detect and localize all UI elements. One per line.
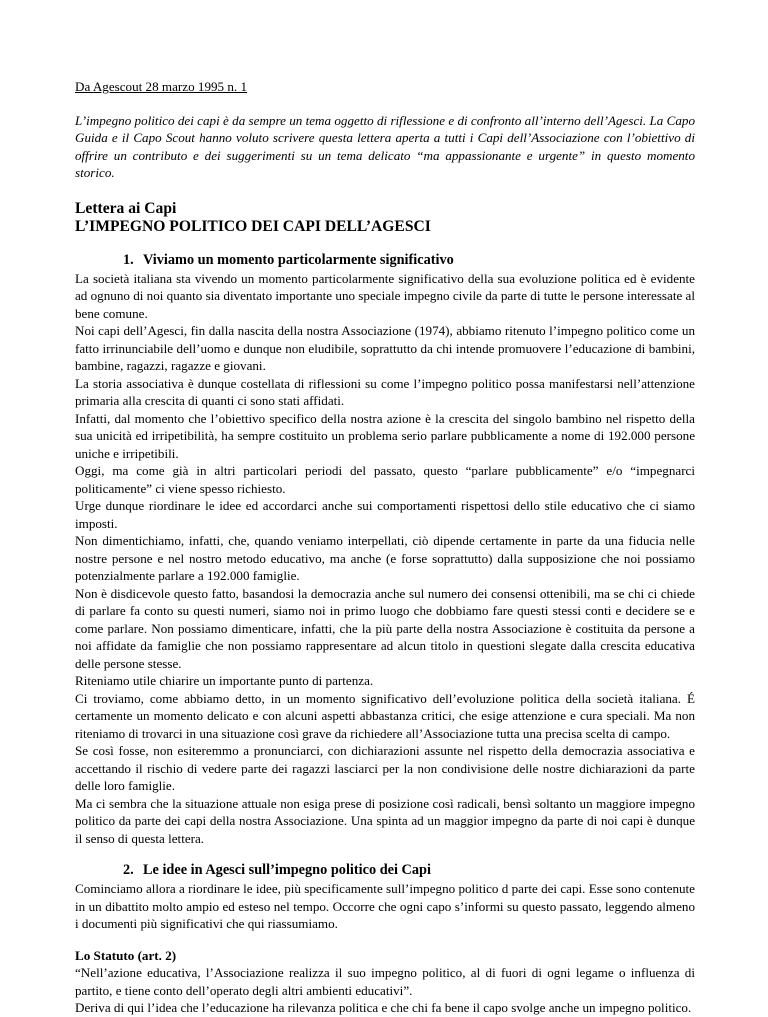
paragraph: La società italiana sta vivendo un momento particolarmente significativo della sua evoluzione politica ed è evidente ad ognuno di noi quanto sia diventato importante uno speciale impegno civile da parte di tutte le persone interessate al bene comune.	[75, 270, 695, 321]
paragraph: Non è disdicevole questo fatto, basandosi la democrazia anche sul numero dei consensi ottenibili, ma se chi ci chiede di parlare fa conto su questi numeri, siamo noi in primo luogo che dobbiamo fare questi stessi conti e decidere se e come parlare. Non possiamo dimenticare, infatti, che la più parte della nostra Associazione è costituita da persone a noi affidate da famiglie che non possiamo rappresentare ad alcun titolo in questioni slegate dalla crescita educativa delle persone stesse.	[75, 585, 695, 671]
paragraph: Se così fosse, non esiteremmo a pronunciarci, con dichiarazioni assunte nel rispetto della democrazia associativa e accettando il rischio di vedere parte dei ragazzi lasciarci per la non condivisione delle nostre dichiarazioni da parte delle loro famiglie.	[75, 743, 695, 793]
paragraph: Cominciamo allora a riordinare le idee, più specificamente sull’impegno politico d parte dei capi. Esse sono contenute in un dibattito molto ampio ed esteso nel tempo. Occorre che ogni capo s’informi su questo passato, leggendo almeno i documenti più significativi che qui riassumiamo.	[75, 881, 695, 931]
paragraph: Ma ci sembra che la situazione attuale non esiga prese di posizione così radicali, bensì soltanto un maggiore impegno politico da parte dei capi della nostra Associazione. Una spinta ad un maggior impegno da parte di noi capi è dunque il senso di questa lettera.	[75, 795, 695, 846]
section-1-heading	[75, 251, 695, 269]
section-2	[75, 861, 695, 933]
paragraph: Deriva di qui l’idea che l’educazione ha rilevanza politica e che chi fa bene il capo svolge anche un impegno politico.	[75, 1000, 692, 1015]
paragraph: Riteniamo utile chiarire un importante punto di partenza.	[75, 673, 374, 688]
paragraph: “Nell’azione educativa, l’Associazione realizza il suo impegno politico, al di fuori di ogni legame o influenza di partito, e tiene conto dell’operato degli altri ambienti educativi”.	[75, 965, 695, 998]
paragraph: Urge dunque riordinare le idee ed accordarci anche sui comportamenti rispettosi dello stile educativo che ci siamo imposti.	[75, 498, 695, 531]
intro-paragraph: L’impegno politico dei capi è da sempre un tema oggetto di riflessione e di confronto all’interno dell’Agesci. La Capo Guida e il Capo Scout hanno voluto scrivere questa lettera aperta a tutti i Capi dell’Associazione con l’obiettivo di offrire un contributo e dei suggerimenti su un tema delicato “ma appassionante e urgente” in questo momento storico.	[75, 112, 695, 180]
section-1-number: 1.	[123, 251, 134, 268]
section-2-title: Le idee in Agesci sull’impegno politico dei Capi	[143, 862, 431, 878]
paragraph: La storia associativa è dunque costellata di riflessioni su come l’impegno politico possa manifestarsi nell’attenzione primaria alla crescita di quanti ci sono stati affidati.	[75, 375, 695, 408]
statuto-section	[75, 947, 695, 1017]
section-2-heading	[75, 861, 695, 879]
title-line-2: L’IMPEGNO POLITICO DEI CAPI DELL’AGESCI	[75, 218, 431, 235]
section-2-number: 2.	[123, 862, 134, 878]
title-line-1: Lettera ai Capi	[75, 199, 177, 217]
paragraph: Ci troviamo, come abbiamo detto, in un momento significativo dell’evoluzione politica della società italiana. É certamente un momento delicato e con alcuni aspetti abbastanza critici, che esige attenzione e cura speciali. Ma non riteniamo di trovarci in una situazione così grave da richiedere all’Associazione tutta una precisa scelta di campo.	[75, 690, 695, 741]
paragraph: Oggi, ma come già in altri particolari periodi del passato, questo “parlare pubblicamente” e/o “impegnarci politicamente” ci viene spesso richiesto.	[75, 463, 695, 496]
source-line: Da Agescout 28 marzo 1995 n. 1	[75, 79, 248, 94]
section-1-title: Viviamo un momento particolarmente significativo	[143, 251, 454, 268]
paragraph: Noi capi dell’Agesci, fin dalla nascita della nostra Associazione (1974), abbiamo ritenuto l’impegno politico come un fatto irrinunciabile dell’uomo e dunque non eludibile, soprattutto da chi intende promuovere l’educazione di bambini, bambine, ragazzi, ragazze e giovani.	[75, 323, 695, 373]
paragraph: Infatti, dal momento che l’obiettivo specifico della nostra azione è la crescita del singolo bambino nel rispetto della sua unicità ed irripetibilità, ha sempre costituito un problema serio parlare pubblicamente a nome di 192.000 persone uniche e irripetibili.	[75, 410, 695, 461]
section-1	[75, 251, 695, 848]
letter-title	[75, 200, 695, 237]
statuto-heading: Lo Statuto (art. 2)	[75, 947, 177, 963]
paragraph: Non dimentichiamo, infatti, che, quando veniamo interpellati, ciò dipende certamente in parte da una fiducia nelle nostre persone e nel nostro metodo educativo, ma anche (e forse soprattutto) dalla supposizione che noi possiamo potenzialmente parlare a 192.000 famiglie.	[75, 533, 695, 583]
